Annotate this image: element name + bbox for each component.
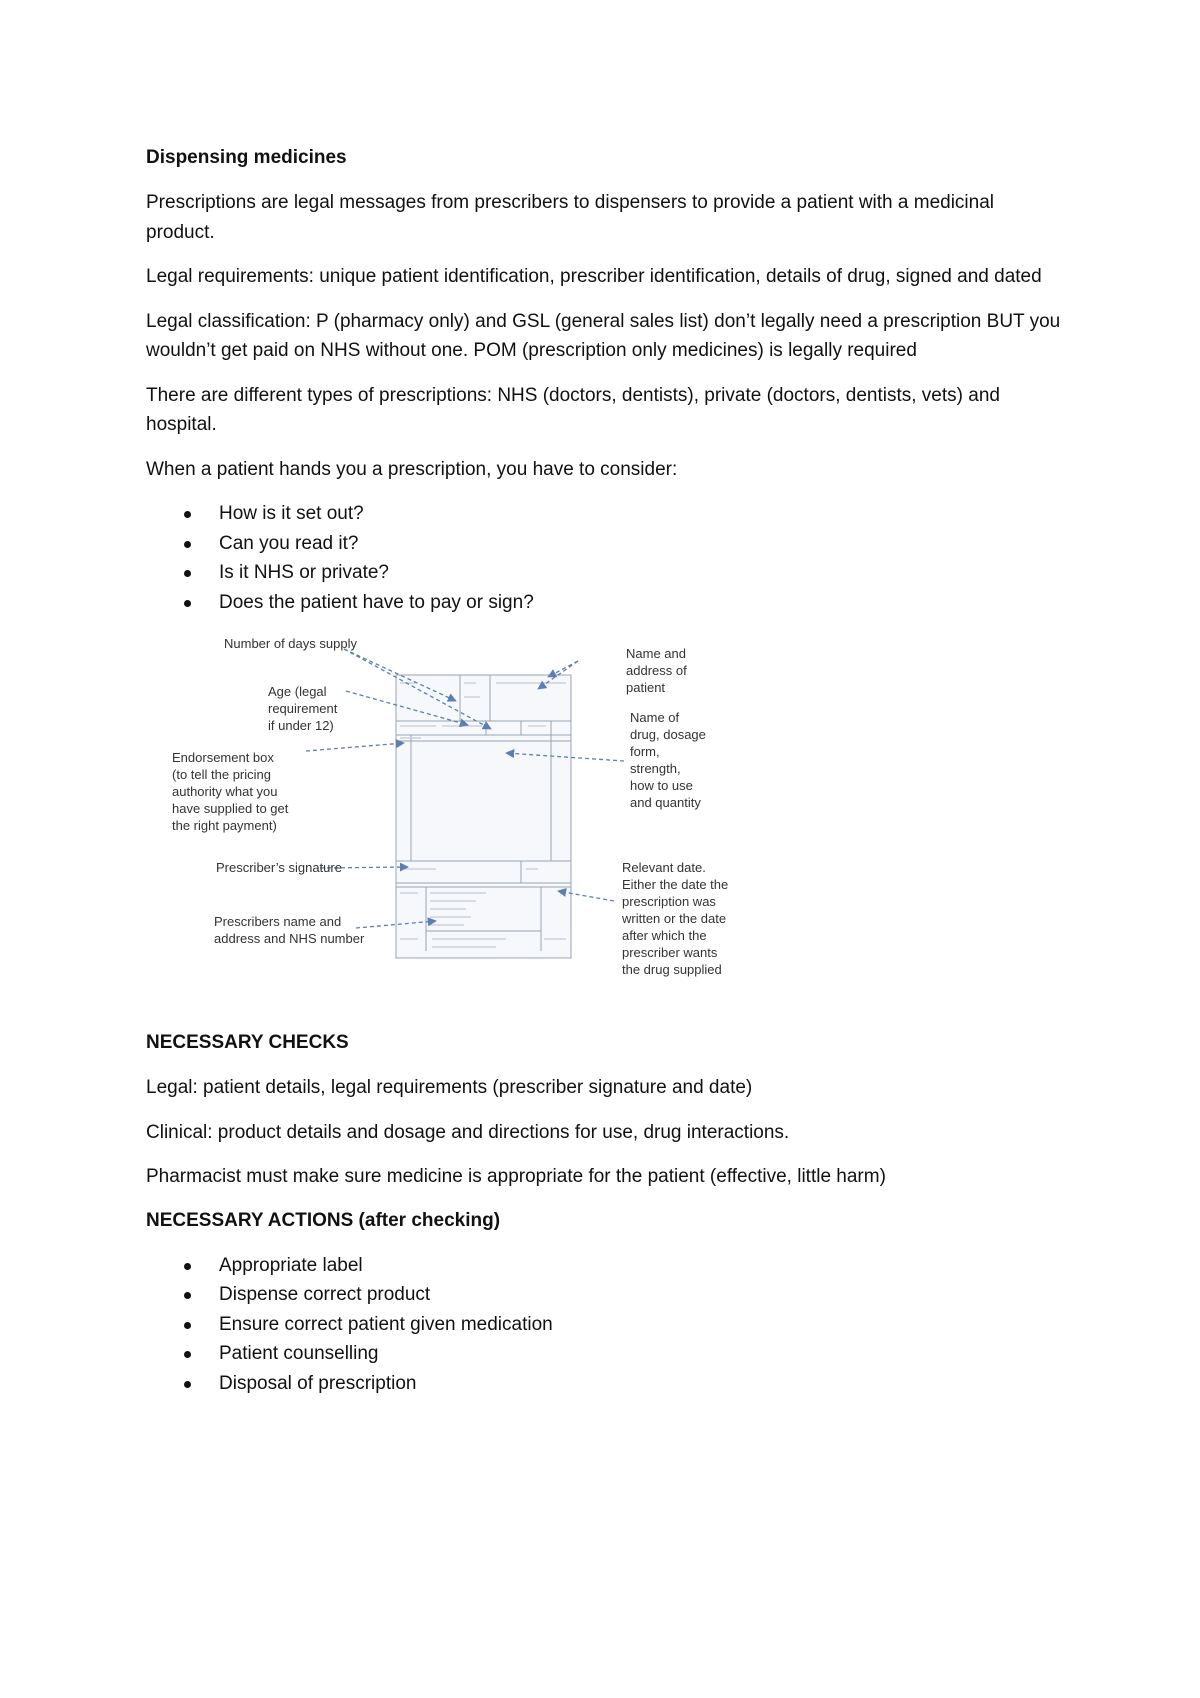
paragraph-legal-checks: Legal: patient details, legal requirements (prescriber signature and date) xyxy=(146,1077,753,1098)
label-prescriber-name: Prescribers name and address and NHS number xyxy=(214,914,365,946)
bullet-icon xyxy=(184,570,191,577)
bullet-icon xyxy=(184,1292,191,1299)
paragraph-legal-classification: Legal classification: P (pharmacy only) and GSL (general sales list) don’t legally need a prescription BUT you wouldn’t get paid on NHS without one. POM (prescription only medicines) is legally required xyxy=(146,310,1061,361)
actions-list xyxy=(146,1251,1066,1399)
bullet-icon xyxy=(184,511,191,518)
label-days-supply: Number of days supply xyxy=(224,636,357,651)
label-endorsement-box: Endorsement box (to tell the pricing authority what you have supplied to get the right payment) xyxy=(172,750,289,833)
label-age: Age (legal requirement if under 12) xyxy=(268,684,338,733)
label-prescriber-signature: Prescriber’s signature xyxy=(216,860,342,875)
bullet-icon xyxy=(184,1381,191,1388)
actions-heading: NECESSARY ACTIONS (after checking) xyxy=(146,1209,501,1231)
document-content xyxy=(146,144,1066,1412)
bullet-icon xyxy=(184,541,191,548)
list-item: Dispense correct product xyxy=(146,1280,1066,1310)
consider-list xyxy=(146,499,1066,617)
bullet-icon xyxy=(184,600,191,607)
label-relevant-date: Relevant date. Either the date the prescription was written or the date after which the prescriber wants the drug supplied xyxy=(622,860,729,977)
bullet-icon xyxy=(184,1263,191,1270)
list-item: Patient counselling xyxy=(146,1339,1066,1369)
prescription-form xyxy=(396,675,571,958)
list-item: How is it set out? xyxy=(146,499,1066,529)
bullet-icon xyxy=(184,1322,191,1329)
prescription-form-figure xyxy=(146,631,1066,1011)
page-title: Dispensing medicines xyxy=(146,147,347,168)
list-item: Does the patient have to pay or sign? xyxy=(146,588,1066,618)
paragraph-consider-intro: When a patient hands you a prescription, you have to consider: xyxy=(146,458,678,480)
checks-heading: NECESSARY CHECKS xyxy=(146,1032,349,1053)
paragraph-prescriptions: Prescriptions are legal messages from prescribers to dispensers to provide a patient with a medicinal product. xyxy=(146,192,995,243)
paragraph-legal-requirements: Legal requirements: unique patient identification, prescriber identification, details of drug, signed and dated xyxy=(146,266,1042,287)
label-patient-name: Name and address of patient xyxy=(626,646,687,695)
paragraph-pharmacist: Pharmacist must make sure medicine is appropriate for the patient (effective, little harm) xyxy=(146,1166,886,1187)
list-item: Disposal of prescription xyxy=(146,1369,1066,1399)
bullet-icon xyxy=(184,1351,191,1358)
paragraph-clinical-checks: Clinical: product details and dosage and directions for use, drug interactions. xyxy=(146,1121,790,1143)
paragraph-prescription-types: There are different types of prescriptions: NHS (doctors, dentists), private (doctors, dentists, vets) and hospital. xyxy=(146,384,1000,435)
list-item: Can you read it? xyxy=(146,529,1066,559)
list-item: Appropriate label xyxy=(146,1251,1066,1281)
list-item: Ensure correct patient given medication xyxy=(146,1310,1066,1340)
label-drug-details: Name of drug, dosage form, strength, how to use and quantity xyxy=(630,710,706,810)
list-item: Is it NHS or private? xyxy=(146,558,1066,588)
